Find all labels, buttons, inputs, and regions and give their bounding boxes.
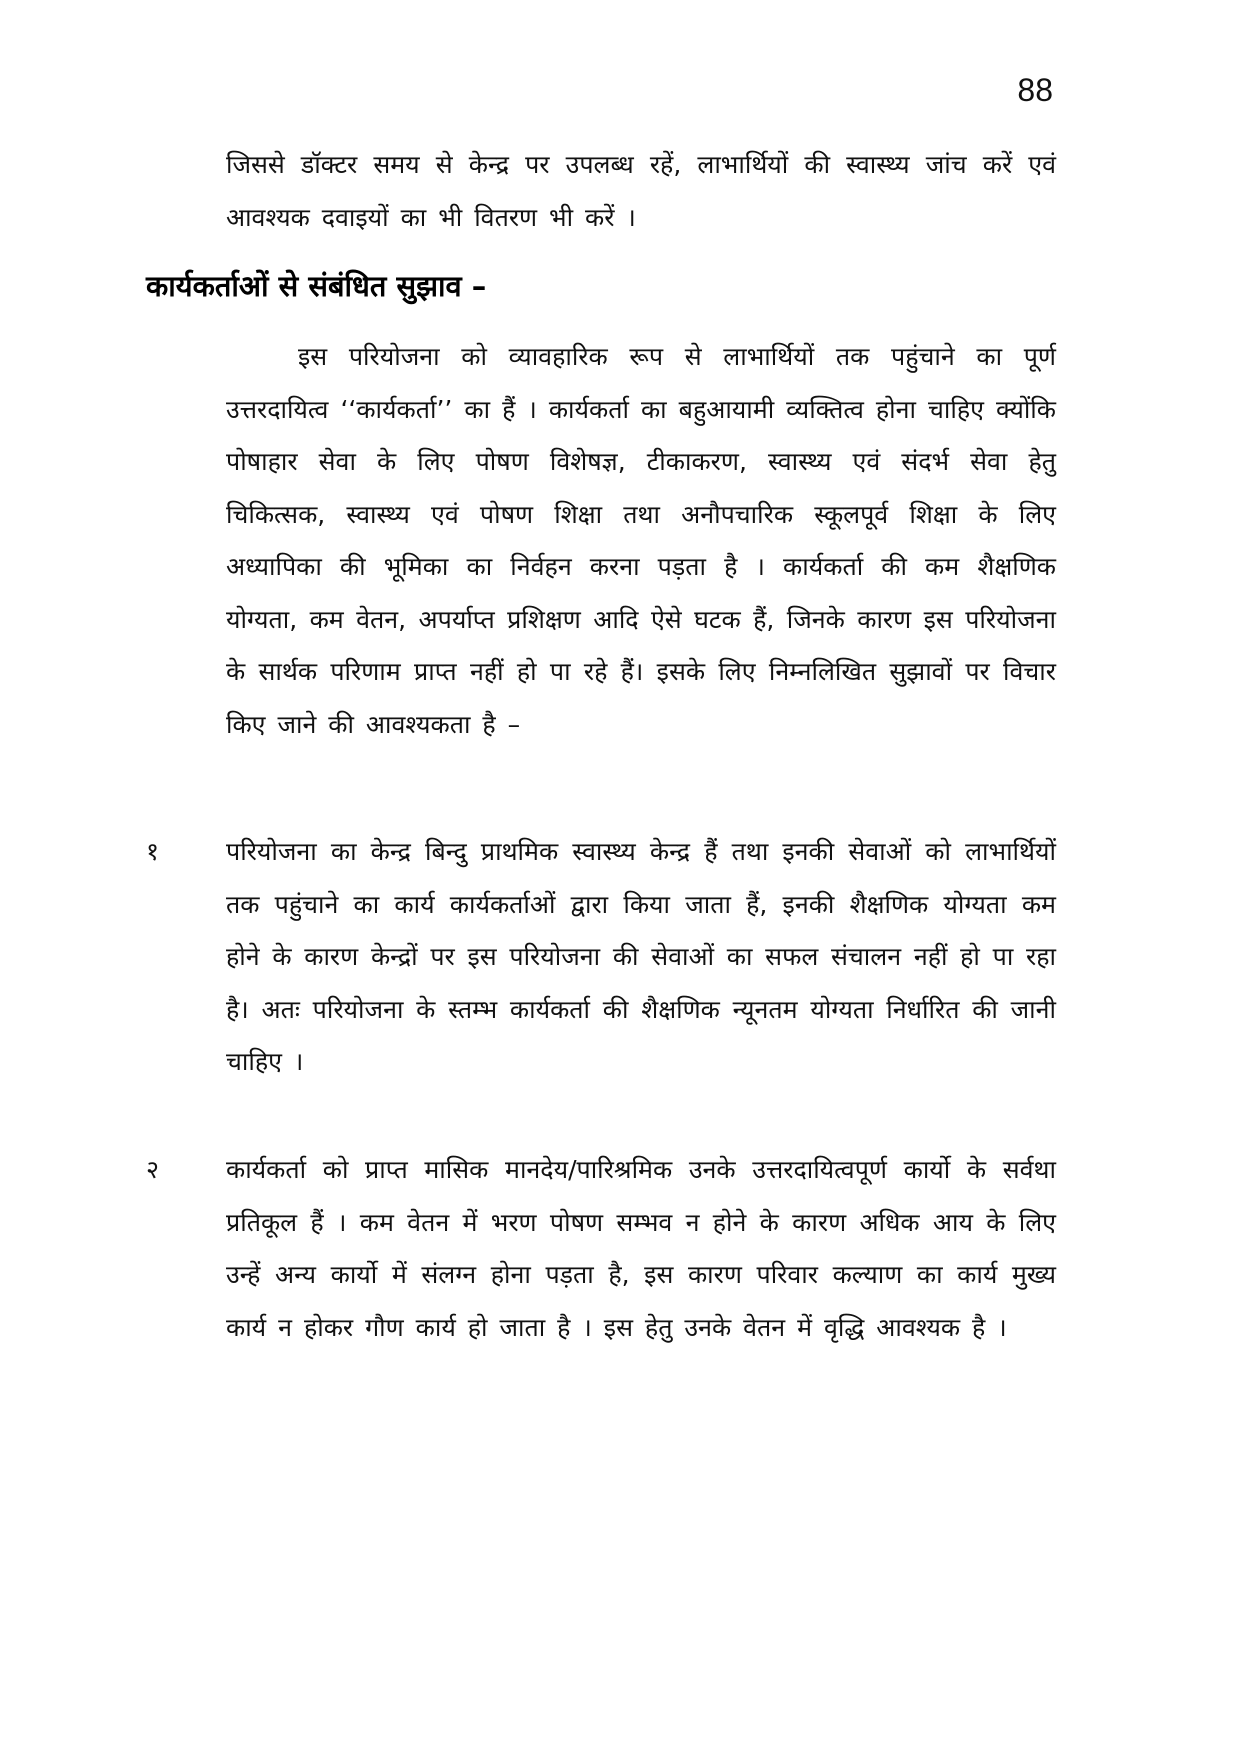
list-item-text: परियोजना का केन्द्र बिन्दु प्राथमिक स्वास्थ्य केन्द्र हैं तथा इनकी सेवाओं को लाभार्थियों तक पहुंचाने का कार्य कार्यकर्ताओं द्वारा किया जाता हैं, इनकी शैक्षणिक योग्यता कम होने के कारण केन्द्रों पर इस परियोजना की सेवाओं का सफल संचालन नहीं हो पा रहा है। अतः परियोजना के स्तम्भ कार्यकर्ता की शैक्षणिक न्यूनतम योग्यता निर्धारित की जानी चाहिए ।: [226, 837, 1056, 1076]
list-item-marker: १: [146, 837, 160, 866]
list-item: [0, 1144, 1241, 1444]
section-heading: कार्यकर्ताओं से संबंधित सुझाव –: [146, 269, 487, 303]
intro-paragraph: जिससे डॉक्टर समय से केन्द्र पर उपलब्ध रहें, लाभार्थियों की स्वास्थ्य जांच करें एवं आवश्यक दवाइयों का भी वितरण भी करें ।: [226, 150, 1056, 232]
list-item-text: कार्यकर्ता को प्राप्त मासिक मानदेय/पारिश्रमिक उनके उत्तरदायित्वपूर्ण कार्यो के सर्वथा प्रतिकूल हैं । कम वेतन में भरण पोषण सम्भव न होने के कारण अधिक आय के लिए उन्हें अन्य कार्यो में संलग्न होना पड़ता है, इस कारण परिवार कल्याण का कार्य मुख्य कार्य न होकर गौण कार्य हो जाता है । इस हेतु उनके वेतन में वृद्धि आवश्यक है ।: [226, 1155, 1056, 1342]
list-item-marker: २: [146, 1155, 160, 1184]
section-paragraph: इस परियोजना को व्यावहारिक रूप से लाभार्थियों तक पहुंचाने का पूर्ण उत्तरदायित्व ‘‘कार्यकर्ता’’ का हैं । कार्यकर्ता का बहुआयामी व्यक्तित्व होना चाहिए क्योंकि पोषाहार सेवा के लिए पोषण विशेषज्ञ, टीकाकरण, स्वास्थ्य एवं संदर्भ सेवा हेतु चिकित्सक, स्वास्थ्य एवं पोषण शिक्षा तथा अनौपचारिक स्कूलपूर्व शिक्षा के लिए अध्यापिका की भूमिका का निर्वहन करना पड़ता है । कार्यकर्ता की कम शैक्षणिक योग्यता, कम वेतन, अपर्याप्त प्रशिक्षण आदि ऐसे घटक हैं, जिनके कारण इस परियोजना के सार्थक परिणाम प्राप्त नहीं हो पा रहे हैं। इसके लिए निम्नलिखित सुझावों पर विचार किए जाने की आवश्यकता है –: [226, 342, 1056, 739]
page-number: 88: [1017, 72, 1053, 108]
list-item: [0, 826, 1241, 1126]
